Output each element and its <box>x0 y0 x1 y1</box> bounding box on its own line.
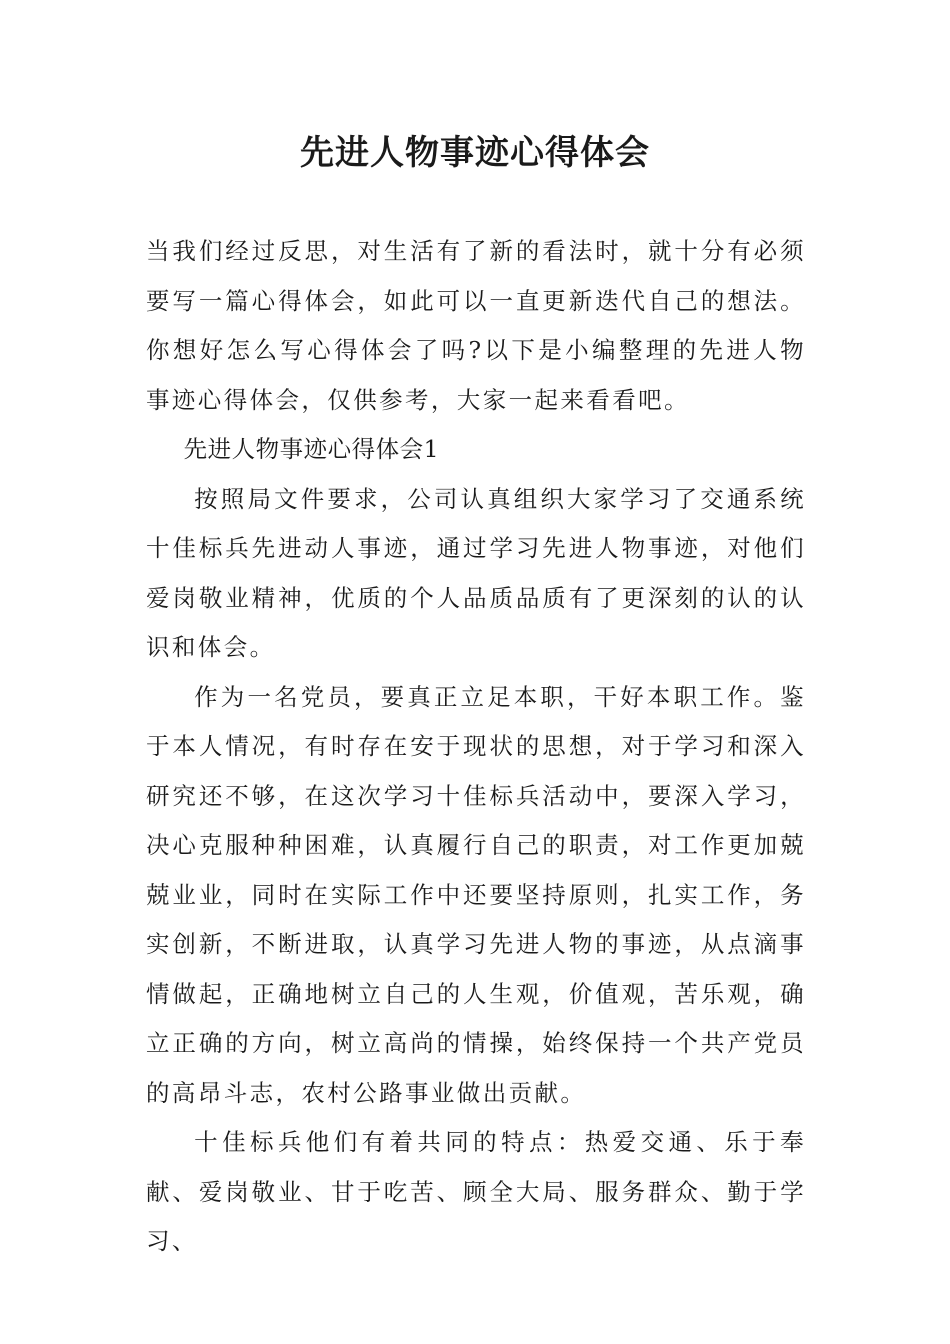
body-paragraph: 按照局文件要求，公司认真组织大家学习了交通系统十佳标兵先进动人事迹，通过学习先进人物事迹，对他们爱岗敬业精神，优质的个人品质品质有了更深刻的认的认识和体会。 <box>146 484 806 661</box>
intro-paragraph: 当我们经过反思，对生活有了新的看法时，就十分有必须要写一篇心得体会，如此可以一直更新迭代自己的想法。你想好怎么写心得体会了吗?以下是小编整理的先进人物事迹心得体会，仅供参考，大家一起来看看吧。 <box>146 237 806 414</box>
document-body <box>146 227 806 1267</box>
document-title: 先进人物事迹心得体会 <box>300 133 650 173</box>
body-paragraph: 作为一名党员，要真正立足本职，干好本职工作。鉴于本人情况，有时存在安于现状的思想，对于学习和深入研究还不够，在这次学习十佳标兵活动中，要深入学习，决心克服种种困难，认真履行自己的职责，对工作更加兢兢业业，同时在实际工作中还要坚持原则，扎实工作，务实创新，不断进取，认真学习先进人物的事迹，从点滴事情做起，正确地树立自己的人生观，价值观，苦乐观，确立正确的方向，树立高尚的情操，始终保持一个共产党员的高昂斗志，农村公路事业做出贡献。 <box>146 682 806 1107</box>
section-heading: 先进人物事迹心得体会1 <box>183 435 440 463</box>
body-paragraph: 十佳标兵他们有着共同的特点：热爱交通、乐于奉献、爱岗敬业、甘于吃苦、顾全大局、服务群众、勤于学习、 <box>146 1128 806 1255</box>
